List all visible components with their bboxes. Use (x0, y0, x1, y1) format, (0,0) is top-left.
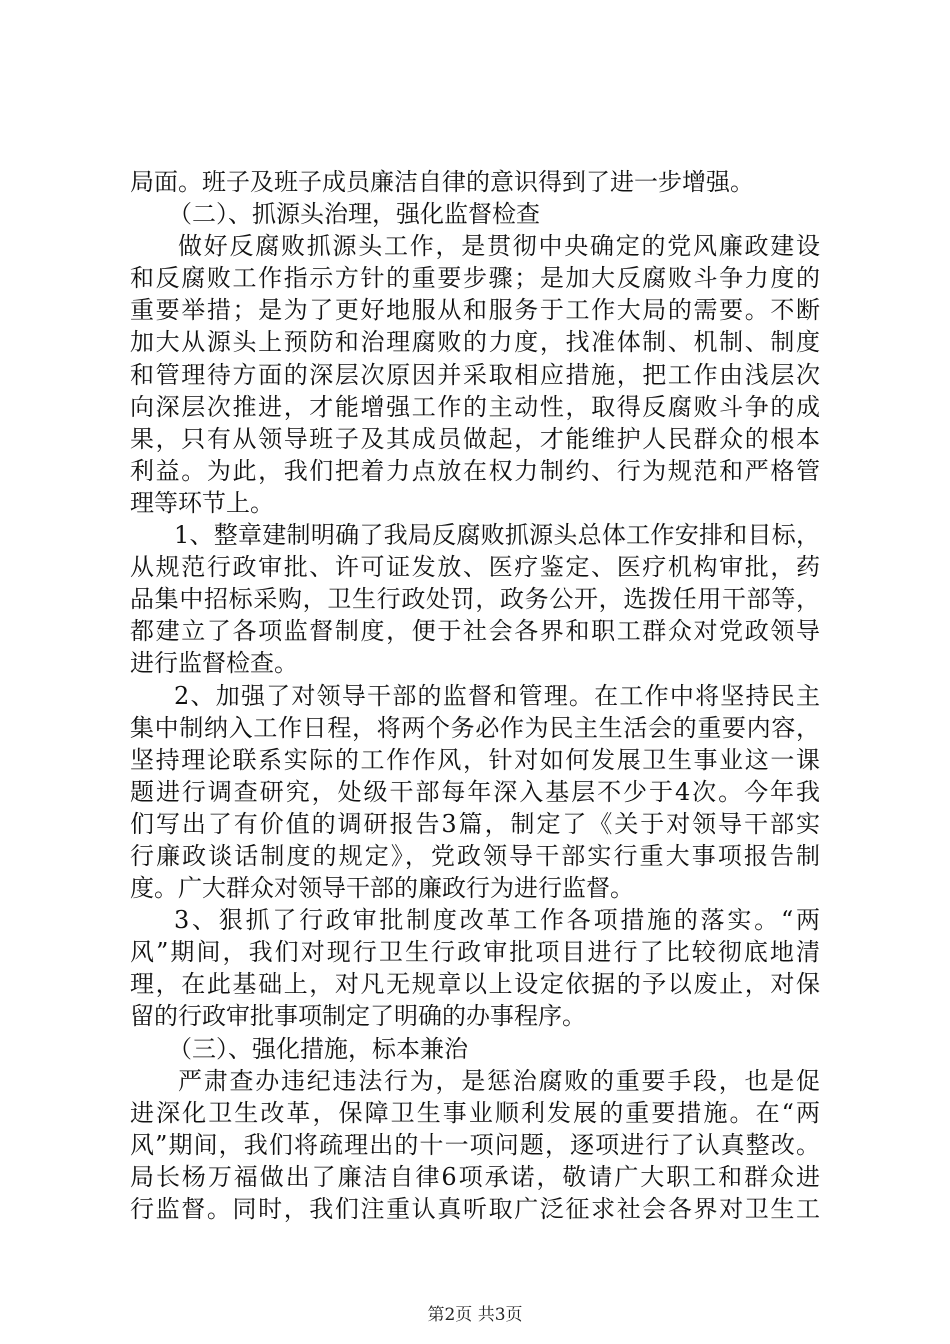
body-line: 坚持理论联系实际的工作作风，针对如何发展卫生事业这一课 (130, 745, 820, 774)
body-line: 利益。为此，我们把着力点放在权力制约、行为规范和严格管 (130, 456, 820, 485)
body-line: 品集中招标采购，卫生行政处罚，政务公开，选拨任用干部等， (130, 585, 820, 614)
section-heading-3: （三）、强化措施，标本兼治 (168, 1034, 468, 1063)
body-line: 都建立了各项监督制度，便于社会各界和职工群众对党政领导 (130, 617, 820, 646)
body-line: 风”期间，我们将疏理出的十一项问题，逐项进行了认真整改。 (130, 1130, 820, 1159)
body-line: 局面。班子及班子成员廉洁自律的意识得到了进一步增强。 (130, 168, 754, 196)
body-line: 理，在此基础上，对凡无规章以上设定依据的予以废止，对保 (130, 970, 820, 999)
body-line: 集中制纳入工作日程，将两个务必作为民主生活会的重要内容， (130, 713, 820, 742)
numbered-item-2: 2、加强了对领导干部的监督和管理。在工作中将坚持民主 (174, 681, 820, 710)
body-line: 留的行政审批事项制定了明确的办事程序。 (130, 1002, 586, 1031)
body-line: 果，只有从领导班子及其成员做起，才能维护人民群众的根本 (130, 424, 820, 453)
body-line: 向深层次推进，才能增强工作的主动性，取得反腐败斗争的成 (130, 392, 820, 421)
body-line: 加大从源头上预防和治理腐败的力度，找准体制、机制、制度 (130, 328, 820, 357)
numbered-item-3: 3、狠抓了行政审批制度改革工作各项措施的落实。“两 (174, 906, 820, 935)
page-number-footer: 第2页 共3页 (427, 1305, 523, 1325)
body-line: 理等环节上。 (130, 488, 274, 517)
body-line: 进行监督检查。 (130, 649, 298, 678)
body-line: 行廉政谈话制度的规定》，党政领导干部实行重大事项报告制 (130, 841, 820, 870)
body-line: 风”期间，我们对现行卫生行政审批项目进行了比较彻底地清 (130, 938, 820, 967)
section-heading-2: （二）、抓源头治理，强化监督检查 (168, 200, 540, 229)
body-line: 做好反腐败抓源头工作，是贯彻中央确定的党风廉政建设 (178, 232, 820, 261)
body-line: 重要举措；是为了更好地服从和服务于工作大局的需要。不断 (130, 296, 820, 325)
body-line: 度。广大群众对领导干部的廉政行为进行监督。 (130, 874, 634, 903)
body-line: 题进行调查研究，处级干部每年深入基层不少于4次。今年我 (130, 777, 820, 806)
body-line: 们写出了有价值的调研报告3篇，制定了《关于对领导干部实 (130, 809, 820, 838)
body-line: 进深化卫生改革，保障卫生事业顺利发展的重要措施。在“两 (130, 1098, 820, 1127)
body-line: 和管理待方面的深层次原因并采取相应措施，把工作由浅层次 (130, 360, 820, 389)
body-line: 严肃查办违纪违法行为，是惩治腐败的重要手段，也是促 (178, 1066, 820, 1095)
body-line: 和反腐败工作指示方针的重要步骤；是加大反腐败斗争力度的 (130, 264, 820, 293)
body-line: 从规范行政审批、许可证发放、医疗鉴定、医疗机构审批，药 (130, 553, 820, 582)
body-line: 行监督。同时，我们注重认真听取广泛征求社会各界对卫生工 (130, 1195, 820, 1223)
numbered-item-1: 1、整章建制明确了我局反腐败抓源头总体工作安排和目标， (174, 521, 820, 550)
body-line: 局长杨万福做出了廉洁自律6项承诺，敬请广大职工和群众进 (130, 1162, 820, 1191)
document-body (130, 166, 820, 1225)
